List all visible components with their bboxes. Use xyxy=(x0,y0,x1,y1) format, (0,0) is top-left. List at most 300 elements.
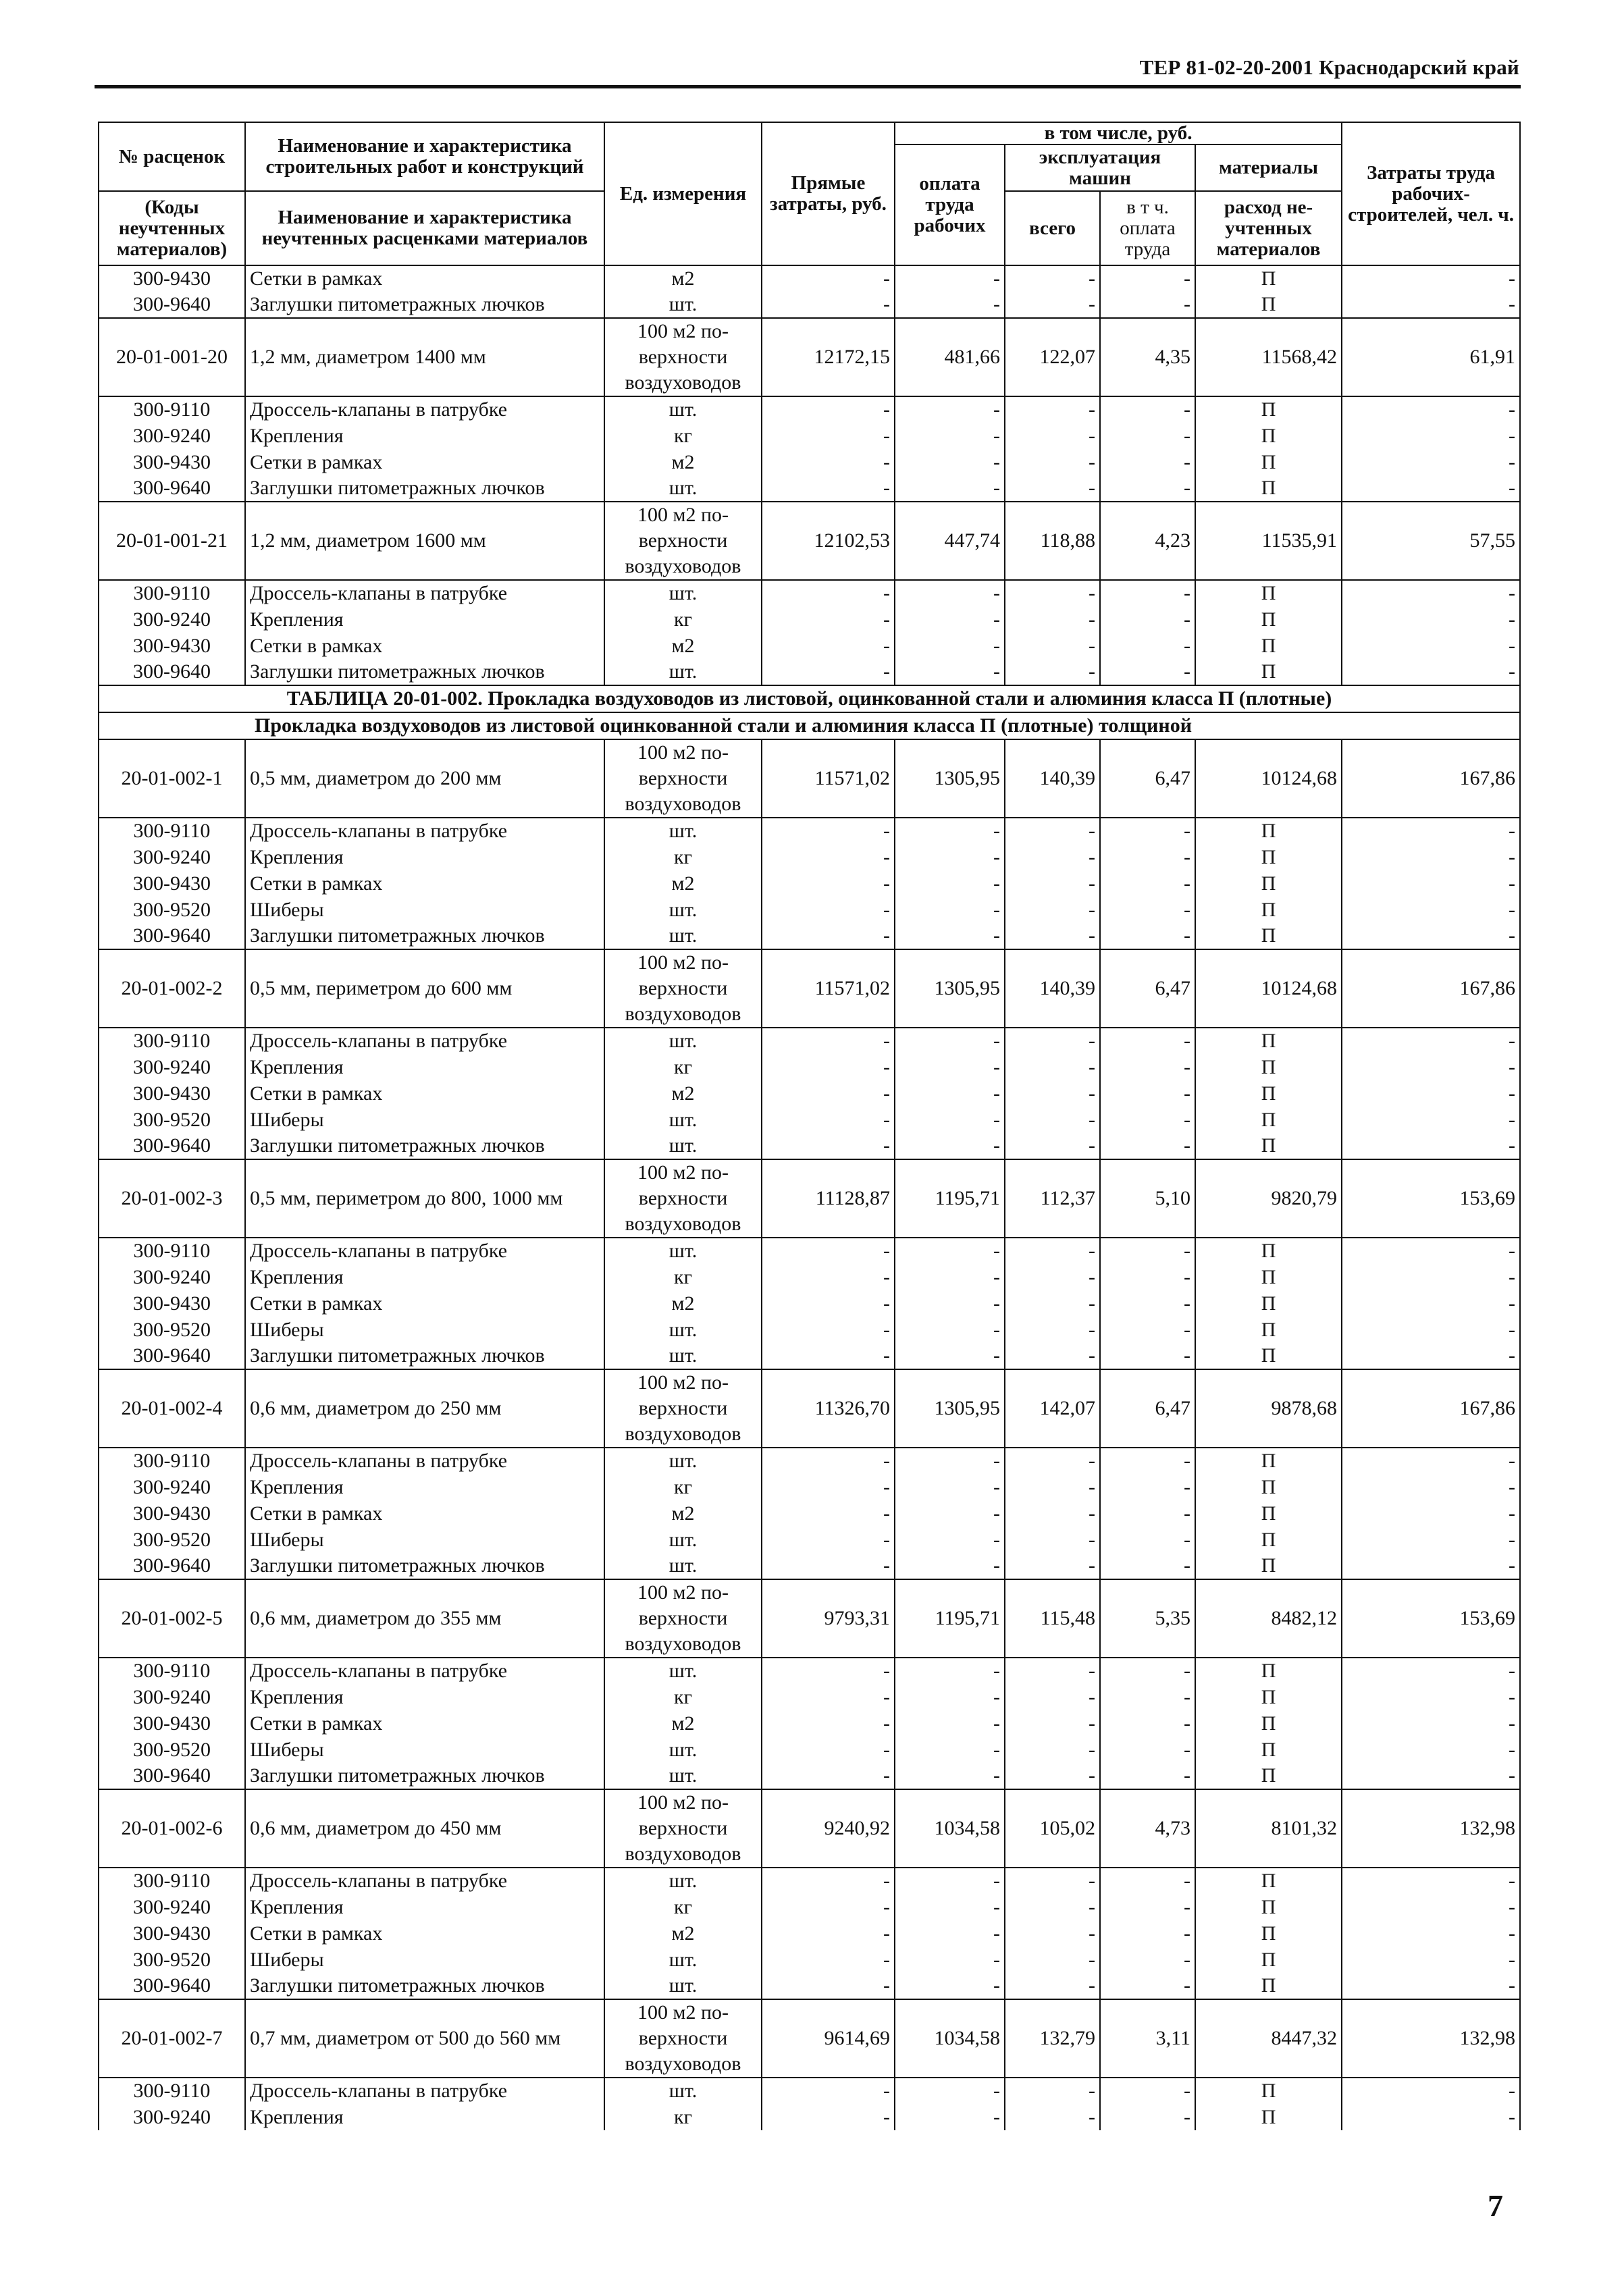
material-unaccounted: П xyxy=(1195,1317,1342,1343)
material-labor: - xyxy=(895,580,1005,606)
material-unit: шт. xyxy=(604,1973,762,1999)
material-code: 300-9520 xyxy=(99,1737,245,1763)
material-direct: - xyxy=(762,1947,895,1973)
material-code: 300-9110 xyxy=(99,818,245,844)
table-row-material xyxy=(99,580,1520,606)
material-name: Крепления xyxy=(245,1894,604,1920)
page-number: 7 xyxy=(1488,2188,1503,2223)
rate-materials: 8101,32 xyxy=(1195,1789,1342,1868)
material-labor-cost: - xyxy=(1342,897,1520,923)
material-labor-cost: - xyxy=(1342,1868,1520,1894)
rate-unit: 100 м2 по-верхности воздуховодов xyxy=(604,1579,762,1658)
table-row-material xyxy=(99,1317,1520,1343)
material-labor: - xyxy=(895,1973,1005,1999)
material-machines-labor: - xyxy=(1100,1894,1195,1920)
material-machines: - xyxy=(1005,1238,1100,1264)
table-row-material xyxy=(99,2104,1520,2130)
material-labor: - xyxy=(895,1894,1005,1920)
table-row-material xyxy=(99,1527,1520,1553)
rate-direct: 11128,87 xyxy=(762,1159,895,1238)
material-code: 300-9640 xyxy=(99,1973,245,1999)
material-machines-labor: - xyxy=(1100,1028,1195,1054)
material-labor: - xyxy=(895,292,1005,318)
material-labor-cost: - xyxy=(1342,923,1520,949)
rate-labor: 1195,71 xyxy=(895,1579,1005,1658)
material-machines: - xyxy=(1005,1658,1100,1684)
rate-code: 20-01-002-3 xyxy=(99,1159,245,1238)
material-labor: - xyxy=(895,1474,1005,1500)
material-code: 300-9520 xyxy=(99,897,245,923)
rate-labor-cost: 132,98 xyxy=(1342,1999,1520,2078)
material-name: Сетки в рамках xyxy=(245,870,604,897)
material-code: 300-9240 xyxy=(99,844,245,870)
material-unaccounted: П xyxy=(1195,1553,1342,1579)
material-code: 300-9640 xyxy=(99,1343,245,1369)
material-labor-cost: - xyxy=(1342,633,1520,659)
rate-code: 20-01-002-6 xyxy=(99,1789,245,1868)
material-unit: м2 xyxy=(604,633,762,659)
rate-name: 1,2 мм, диаметром 1600 мм xyxy=(245,502,604,580)
rate-machines: 105,02 xyxy=(1005,1789,1100,1868)
material-machines-labor: - xyxy=(1100,1343,1195,1369)
material-machines-labor: - xyxy=(1100,897,1195,923)
material-direct: - xyxy=(762,2078,895,2104)
material-machines-labor: - xyxy=(1100,1868,1195,1894)
material-unaccounted: П xyxy=(1195,1054,1342,1080)
table-row-rate xyxy=(99,502,1520,580)
rate-materials: 8482,12 xyxy=(1195,1579,1342,1658)
col-direct: Прямые затраты, руб. xyxy=(762,122,895,265)
material-unit: шт. xyxy=(604,897,762,923)
material-name: Дроссель-клапаны в патрубке xyxy=(245,1658,604,1684)
material-name: Заглушки питометражных лючков xyxy=(245,1973,604,1999)
material-labor-cost: - xyxy=(1342,870,1520,897)
material-machines: - xyxy=(1005,396,1100,423)
material-unaccounted: П xyxy=(1195,1684,1342,1710)
table-row-material xyxy=(99,844,1520,870)
material-unit: кг xyxy=(604,1264,762,1290)
material-unaccounted: П xyxy=(1195,1474,1342,1500)
material-labor: - xyxy=(895,923,1005,949)
material-labor: - xyxy=(895,1710,1005,1737)
col-labor-cost: Затраты труда рабочих-строителей, чел. ч. xyxy=(1342,122,1520,265)
material-direct: - xyxy=(762,1054,895,1080)
material-unaccounted: П xyxy=(1195,844,1342,870)
material-labor: - xyxy=(895,423,1005,449)
material-name: Дроссель-клапаны в патрубке xyxy=(245,818,604,844)
table-row-material xyxy=(99,818,1520,844)
rates-table-body xyxy=(99,265,1520,2130)
material-code: 300-9240 xyxy=(99,423,245,449)
material-machines-labor: - xyxy=(1100,1658,1195,1684)
rate-labor-cost: 153,69 xyxy=(1342,1159,1520,1238)
material-code: 300-9110 xyxy=(99,1448,245,1474)
material-unaccounted: П xyxy=(1195,818,1342,844)
material-unaccounted: П xyxy=(1195,423,1342,449)
material-unaccounted: П xyxy=(1195,606,1342,633)
table-row-material xyxy=(99,659,1520,685)
material-direct: - xyxy=(762,1238,895,1264)
material-machines-labor: - xyxy=(1100,1238,1195,1264)
material-machines: - xyxy=(1005,265,1100,292)
rate-materials: 10124,68 xyxy=(1195,949,1342,1028)
material-name: Шиберы xyxy=(245,1947,604,1973)
table-row-material xyxy=(99,923,1520,949)
material-name: Сетки в рамках xyxy=(245,1080,604,1107)
table-row-material xyxy=(99,1474,1520,1500)
material-name: Сетки в рамках xyxy=(245,449,604,475)
rate-machines: 112,37 xyxy=(1005,1159,1100,1238)
table-row-material xyxy=(99,1028,1520,1054)
material-labor-cost: - xyxy=(1342,475,1520,502)
material-unit: шт. xyxy=(604,1868,762,1894)
material-machines-labor: - xyxy=(1100,1763,1195,1789)
material-unaccounted: П xyxy=(1195,475,1342,502)
material-name: Заглушки питометражных лючков xyxy=(245,475,604,502)
table-row-material xyxy=(99,870,1520,897)
material-labor-cost: - xyxy=(1342,1527,1520,1553)
table-row-material xyxy=(99,1684,1520,1710)
table-subtitle: Прокладка воздуховодов из листовой оцинкованной стали и алюминия класса П (плотные) толщиной xyxy=(99,712,1520,739)
material-code: 300-9110 xyxy=(99,1868,245,1894)
rate-machines: 118,88 xyxy=(1005,502,1100,580)
material-code: 300-9430 xyxy=(99,265,245,292)
material-code: 300-9430 xyxy=(99,1710,245,1737)
material-machines: - xyxy=(1005,580,1100,606)
material-labor-cost: - xyxy=(1342,449,1520,475)
table-row-material xyxy=(99,1737,1520,1763)
rate-unit: 100 м2 по-верхности воздуховодов xyxy=(604,949,762,1028)
col-including: в том числе, руб. xyxy=(895,122,1342,144)
material-unaccounted: П xyxy=(1195,1710,1342,1737)
material-machines-labor: - xyxy=(1100,1920,1195,1947)
table-row-rate xyxy=(99,949,1520,1028)
rate-labor: 447,74 xyxy=(895,502,1005,580)
rate-machines: 115,48 xyxy=(1005,1579,1100,1658)
material-code: 300-9110 xyxy=(99,580,245,606)
material-labor-cost: - xyxy=(1342,1947,1520,1973)
material-name: Крепления xyxy=(245,844,604,870)
material-unaccounted: П xyxy=(1195,659,1342,685)
rate-labor: 1195,71 xyxy=(895,1159,1005,1238)
material-name: Заглушки питометражных лючков xyxy=(245,1763,604,1789)
material-machines: - xyxy=(1005,2078,1100,2104)
col-code-bottom: (Коды неучтенных материалов) xyxy=(99,191,245,265)
rate-unit: 100 м2 по-верхности воздуховодов xyxy=(604,1369,762,1448)
table-row-material xyxy=(99,1133,1520,1159)
material-labor-cost: - xyxy=(1342,844,1520,870)
material-labor: - xyxy=(895,396,1005,423)
material-labor-cost: - xyxy=(1342,818,1520,844)
material-unit: шт. xyxy=(604,1133,762,1159)
material-name: Дроссель-клапаны в патрубке xyxy=(245,2078,604,2104)
material-machines-labor: - xyxy=(1100,633,1195,659)
material-machines: - xyxy=(1005,1054,1100,1080)
material-unit: шт. xyxy=(604,1947,762,1973)
material-machines: - xyxy=(1005,1317,1100,1343)
material-machines-labor: - xyxy=(1100,449,1195,475)
material-machines-labor: - xyxy=(1100,1973,1195,1999)
material-labor-cost: - xyxy=(1342,1763,1520,1789)
material-machines-labor: - xyxy=(1100,1317,1195,1343)
material-labor-cost: - xyxy=(1342,1080,1520,1107)
material-code: 300-9240 xyxy=(99,1264,245,1290)
table-row-material xyxy=(99,423,1520,449)
rate-labor: 1305,95 xyxy=(895,739,1005,818)
rate-labor: 481,66 xyxy=(895,318,1005,396)
material-machines: - xyxy=(1005,923,1100,949)
rate-machines-labor: 6,47 xyxy=(1100,739,1195,818)
table-row-rate xyxy=(99,1159,1520,1238)
material-unaccounted: П xyxy=(1195,265,1342,292)
table-row-rate xyxy=(99,1789,1520,1868)
material-machines: - xyxy=(1005,1973,1100,1999)
material-labor-cost: - xyxy=(1342,396,1520,423)
rate-direct: 9793,31 xyxy=(762,1579,895,1658)
material-code: 300-9430 xyxy=(99,449,245,475)
material-unaccounted: П xyxy=(1195,1763,1342,1789)
material-labor: - xyxy=(895,1920,1005,1947)
material-name: Крепления xyxy=(245,1684,604,1710)
material-labor-cost: - xyxy=(1342,1973,1520,1999)
material-labor: - xyxy=(895,844,1005,870)
material-code: 300-9240 xyxy=(99,2104,245,2130)
material-unaccounted: П xyxy=(1195,1028,1342,1054)
col-code-top: № расценок xyxy=(99,122,245,191)
material-labor: - xyxy=(895,475,1005,502)
material-labor: - xyxy=(895,1947,1005,1973)
material-unaccounted: П xyxy=(1195,1527,1342,1553)
material-unaccounted: П xyxy=(1195,1448,1342,1474)
material-labor: - xyxy=(895,1317,1005,1343)
rate-unit: 100 м2 по-верхности воздуховодов xyxy=(604,1999,762,2078)
material-machines-labor: - xyxy=(1100,1107,1195,1133)
material-machines-labor: - xyxy=(1100,1500,1195,1527)
table-row-material xyxy=(99,1868,1520,1894)
material-unaccounted: П xyxy=(1195,1920,1342,1947)
material-name: Шиберы xyxy=(245,897,604,923)
material-unaccounted: П xyxy=(1195,1343,1342,1369)
material-unit: м2 xyxy=(604,1920,762,1947)
material-labor: - xyxy=(895,1658,1005,1684)
rate-direct: 12102,53 xyxy=(762,502,895,580)
material-unaccounted: П xyxy=(1195,1238,1342,1264)
material-unaccounted: П xyxy=(1195,633,1342,659)
material-direct: - xyxy=(762,396,895,423)
table-row-material xyxy=(99,1658,1520,1684)
material-labor: - xyxy=(895,449,1005,475)
material-labor: - xyxy=(895,897,1005,923)
material-unaccounted: П xyxy=(1195,897,1342,923)
material-code: 300-9640 xyxy=(99,659,245,685)
material-machines-labor: - xyxy=(1100,1448,1195,1474)
material-labor: - xyxy=(895,1080,1005,1107)
material-labor-cost: - xyxy=(1342,1238,1520,1264)
material-code: 300-9240 xyxy=(99,606,245,633)
material-code: 300-9640 xyxy=(99,1763,245,1789)
material-machines-labor: - xyxy=(1100,1290,1195,1317)
table-row-material xyxy=(99,1238,1520,1264)
rate-materials: 8447,32 xyxy=(1195,1999,1342,2078)
material-direct: - xyxy=(762,1317,895,1343)
material-unit: м2 xyxy=(604,1710,762,1737)
material-labor-cost: - xyxy=(1342,1684,1520,1710)
table-row-material xyxy=(99,606,1520,633)
material-unit: м2 xyxy=(604,1500,762,1527)
material-labor: - xyxy=(895,633,1005,659)
rate-machines-labor: 3,11 xyxy=(1100,1999,1195,2078)
material-labor-cost: - xyxy=(1342,1710,1520,1737)
material-unit: кг xyxy=(604,1684,762,1710)
material-machines-labor: - xyxy=(1100,423,1195,449)
rate-machines-labor: 4,35 xyxy=(1100,318,1195,396)
rate-name: 0,5 мм, диаметром до 200 мм xyxy=(245,739,604,818)
rate-code: 20-01-002-4 xyxy=(99,1369,245,1448)
material-unaccounted: П xyxy=(1195,1868,1342,1894)
material-direct: - xyxy=(762,1973,895,1999)
col-labor: оплата труда рабочих xyxy=(895,144,1005,265)
material-labor: - xyxy=(895,1028,1005,1054)
material-unit: кг xyxy=(604,1894,762,1920)
material-direct: - xyxy=(762,1763,895,1789)
material-code: 300-9240 xyxy=(99,1054,245,1080)
rate-unit: 100 м2 по-верхности воздуховодов xyxy=(604,318,762,396)
material-direct: - xyxy=(762,2104,895,2130)
material-name: Дроссель-клапаны в патрубке xyxy=(245,396,604,423)
material-code: 300-9520 xyxy=(99,1107,245,1133)
material-unaccounted: П xyxy=(1195,1133,1342,1159)
material-machines: - xyxy=(1005,1290,1100,1317)
material-direct: - xyxy=(762,1028,895,1054)
material-unit: шт. xyxy=(604,818,762,844)
table-row-material xyxy=(99,475,1520,502)
material-machines: - xyxy=(1005,1894,1100,1920)
material-direct: - xyxy=(762,1527,895,1553)
material-unaccounted: П xyxy=(1195,870,1342,897)
material-machines: - xyxy=(1005,1474,1100,1500)
material-labor-cost: - xyxy=(1342,1553,1520,1579)
rate-labor-cost: 132,98 xyxy=(1342,1789,1520,1868)
material-unit: кг xyxy=(604,1054,762,1080)
material-code: 300-9520 xyxy=(99,1527,245,1553)
rate-unit: 100 м2 по-верхности воздуховодов xyxy=(604,739,762,818)
material-labor: - xyxy=(895,1054,1005,1080)
material-machines: - xyxy=(1005,292,1100,318)
material-machines: - xyxy=(1005,1684,1100,1710)
material-labor: - xyxy=(895,1527,1005,1553)
material-unit: м2 xyxy=(604,1080,762,1107)
material-labor: - xyxy=(895,2104,1005,2130)
material-direct: - xyxy=(762,897,895,923)
material-name: Заглушки питометражных лючков xyxy=(245,1553,604,1579)
table-row-material xyxy=(99,897,1520,923)
material-machines: - xyxy=(1005,606,1100,633)
material-machines: - xyxy=(1005,1500,1100,1527)
material-code: 300-9640 xyxy=(99,923,245,949)
rate-name: 1,2 мм, диаметром 1400 мм xyxy=(245,318,604,396)
material-code: 300-9110 xyxy=(99,2078,245,2104)
material-machines-labor: - xyxy=(1100,844,1195,870)
material-unit: м2 xyxy=(604,870,762,897)
material-direct: - xyxy=(762,870,895,897)
material-code: 300-9430 xyxy=(99,1500,245,1527)
material-machines-labor: - xyxy=(1100,1054,1195,1080)
material-code: 300-9430 xyxy=(99,1080,245,1107)
material-labor-cost: - xyxy=(1342,265,1520,292)
table-row-material xyxy=(99,1343,1520,1369)
material-unit: кг xyxy=(604,844,762,870)
table-row-material xyxy=(99,1107,1520,1133)
material-code: 300-9110 xyxy=(99,1028,245,1054)
material-labor-cost: - xyxy=(1342,1107,1520,1133)
material-direct: - xyxy=(762,265,895,292)
material-code: 300-9520 xyxy=(99,1317,245,1343)
material-machines-labor: - xyxy=(1100,659,1195,685)
rate-labor: 1305,95 xyxy=(895,949,1005,1028)
material-direct: - xyxy=(762,1710,895,1737)
material-unit: шт. xyxy=(604,659,762,685)
material-code: 300-9430 xyxy=(99,870,245,897)
material-name: Сетки в рамках xyxy=(245,265,604,292)
material-machines: - xyxy=(1005,844,1100,870)
col-unit: Ед. измерения xyxy=(604,122,762,265)
material-unaccounted: П xyxy=(1195,2078,1342,2104)
rate-machines-labor: 6,47 xyxy=(1100,1369,1195,1448)
rate-materials: 11568,42 xyxy=(1195,318,1342,396)
material-direct: - xyxy=(762,1133,895,1159)
material-labor: - xyxy=(895,1737,1005,1763)
material-machines: - xyxy=(1005,1343,1100,1369)
rate-code: 20-01-002-1 xyxy=(99,739,245,818)
material-machines: - xyxy=(1005,1737,1100,1763)
material-machines-labor: - xyxy=(1100,292,1195,318)
rate-code: 20-01-002-7 xyxy=(99,1999,245,2078)
rate-direct: 9614,69 xyxy=(762,1999,895,2078)
rate-unit: 100 м2 по-верхности воздуховодов xyxy=(604,1159,762,1238)
material-code: 300-9640 xyxy=(99,1553,245,1579)
material-machines-labor: - xyxy=(1100,396,1195,423)
material-machines: - xyxy=(1005,475,1100,502)
material-name: Заглушки питометражных лючков xyxy=(245,1133,604,1159)
material-name: Крепления xyxy=(245,1264,604,1290)
material-name: Сетки в рамках xyxy=(245,1500,604,1527)
material-direct: - xyxy=(762,449,895,475)
rate-materials: 11535,91 xyxy=(1195,502,1342,580)
col-name-top: Наименование и характеристика строительных работ и конструкций xyxy=(245,122,604,191)
material-name: Сетки в рамках xyxy=(245,1710,604,1737)
material-direct: - xyxy=(762,659,895,685)
material-machines: - xyxy=(1005,659,1100,685)
material-labor-cost: - xyxy=(1342,606,1520,633)
table-row-material xyxy=(99,265,1520,292)
material-unit: шт. xyxy=(604,1238,762,1264)
material-unit: шт. xyxy=(604,1737,762,1763)
material-unit: шт. xyxy=(604,1028,762,1054)
col-machines: эксплуатация машин xyxy=(1005,144,1195,191)
material-labor-cost: - xyxy=(1342,659,1520,685)
material-machines-labor: - xyxy=(1100,1947,1195,1973)
material-labor: - xyxy=(895,265,1005,292)
material-direct: - xyxy=(762,475,895,502)
material-unit: кг xyxy=(604,606,762,633)
material-unit: м2 xyxy=(604,1290,762,1317)
material-labor-cost: - xyxy=(1342,1894,1520,1920)
table-row-material xyxy=(99,1290,1520,1317)
rate-code: 20-01-002-5 xyxy=(99,1579,245,1658)
table-row-material xyxy=(99,1264,1520,1290)
material-labor-cost: - xyxy=(1342,1290,1520,1317)
material-code: 300-9640 xyxy=(99,475,245,502)
